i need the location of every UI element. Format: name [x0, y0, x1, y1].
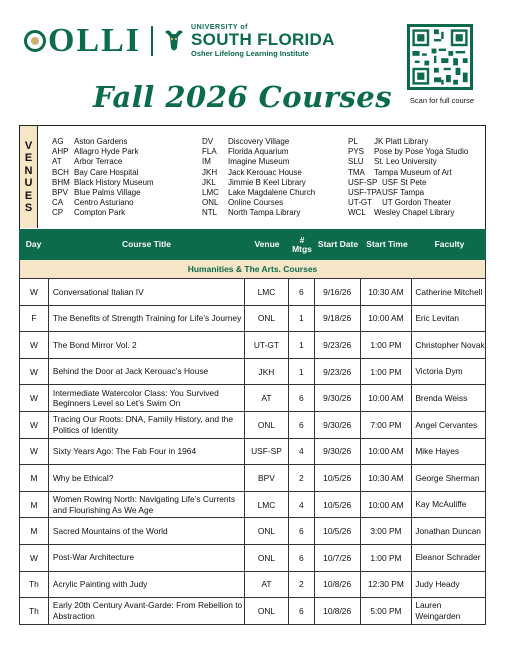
- course-title: Women Rowing North: Navigating Life’s Currents and Flourishing As We Age: [49, 492, 245, 518]
- venue-name: Aston Gardens: [74, 137, 128, 146]
- course-day: Th: [20, 598, 49, 624]
- venue-entry: [348, 137, 468, 147]
- course-faculty: Christopher Novak: [415, 339, 485, 350]
- venue-entry: [202, 157, 315, 167]
- course-faculty: Judy Heady: [415, 579, 460, 590]
- course-day: W: [20, 412, 49, 438]
- course-faculty: Catherine Mitchell: [415, 286, 483, 297]
- venues-column-1: [40, 137, 154, 219]
- venue-name: USF St Pete: [382, 177, 427, 187]
- course-meetings: 1: [289, 332, 315, 358]
- venue-code: USF-SP: [348, 177, 378, 187]
- venue-entry: [348, 208, 468, 218]
- venue-code: BCH: [52, 167, 69, 177]
- table-row: [19, 492, 486, 519]
- venues-side-letter: E: [24, 189, 33, 202]
- course-start-time: 1:00 PM: [361, 332, 413, 358]
- course-start-time: 1:00 PM: [361, 545, 413, 571]
- course-start-time: 3:00 PM: [361, 518, 413, 544]
- table-row: [19, 439, 486, 466]
- course-start-time: 10:30 AM: [361, 279, 413, 305]
- venue-name: Tampa Museum of Art: [374, 167, 452, 177]
- venue-name: St. Leo University: [374, 157, 437, 167]
- venue-name: Black History Museum: [74, 177, 154, 187]
- venue-code: ONL: [202, 198, 219, 208]
- table-row: [19, 412, 486, 439]
- course-start-date: 10/5/26: [315, 465, 361, 491]
- course-day: W: [20, 385, 49, 411]
- table-row: [19, 545, 486, 572]
- table-row: [19, 359, 486, 386]
- course-title: Behind the Door at Jack Kerouac’s House: [49, 359, 245, 385]
- course-venue: ONL: [245, 545, 289, 571]
- course-title: Post-War Architecture: [49, 545, 245, 571]
- course-meetings: 2: [289, 465, 315, 491]
- venue-code: AT: [52, 157, 62, 167]
- course-faculty: Victoria Dym: [415, 366, 463, 377]
- venue-code: PL: [348, 137, 358, 146]
- course-start-date: 9/23/26: [315, 332, 361, 358]
- course-meetings: 6: [289, 279, 315, 305]
- venue-name: Jack Kerouac House: [228, 167, 302, 177]
- venue-entry: [348, 168, 468, 178]
- venue-entry: [40, 208, 154, 218]
- venues-side-letter: U: [24, 177, 33, 189]
- venue-name: Arbor Terrace: [74, 157, 123, 167]
- venue-name: Pose by Pose Yoga Studio: [374, 147, 469, 157]
- venue-code: USF-TPA: [348, 187, 382, 197]
- course-venue: USF-SP: [245, 439, 289, 465]
- course-title: The Bond Mirror Vol. 2: [49, 332, 245, 358]
- course-day: M: [20, 465, 49, 491]
- venue-entry: [202, 168, 315, 178]
- venue-entry: [202, 198, 315, 208]
- table-row: [19, 598, 486, 625]
- course-day: M: [20, 492, 49, 518]
- olli-usf-logo: [24, 24, 335, 58]
- course-meetings: 1: [289, 306, 315, 332]
- table-row: [19, 572, 486, 599]
- venue-name: USF Tampa: [382, 187, 425, 197]
- course-title: Conversational Italian IV: [49, 279, 245, 305]
- venues-legend: [19, 125, 486, 229]
- course-start-date: 9/23/26: [315, 359, 361, 385]
- course-start-date: 10/5/26: [315, 492, 361, 518]
- venue-code: BPV: [52, 187, 69, 197]
- header-start-date: Start Date: [317, 239, 359, 249]
- usf-wordmark: [191, 24, 335, 58]
- course-meetings: 4: [289, 439, 315, 465]
- venue-name: Jimmie B Keel Library: [228, 177, 306, 187]
- venue-entry: [40, 168, 154, 178]
- venue-name: Florida Aquarium: [228, 147, 289, 157]
- course-title: The Benefits of Strength Training for Life’s Journey: [49, 306, 245, 332]
- logo-divider: [151, 26, 153, 56]
- venue-name: Wesley Chapel Library: [374, 208, 455, 218]
- venues-side-label: [20, 126, 38, 228]
- venue-name: Bay Care Hospital: [74, 167, 139, 177]
- course-venue: UT-GT: [245, 332, 289, 358]
- venue-name: JK Platt Library: [374, 137, 429, 146]
- venues-column-2: [202, 137, 315, 219]
- header-day: Day: [25, 239, 42, 249]
- venue-code: IM: [202, 157, 211, 167]
- venue-name: Lake Magdalene Church: [228, 187, 316, 197]
- course-title: Sacred Mountains of the World: [49, 518, 245, 544]
- course-day: W: [20, 359, 49, 385]
- course-start-date: 9/30/26: [315, 439, 361, 465]
- venues-column-3: [348, 137, 468, 219]
- osher-institute-label: Osher Lifelong Learning Institute: [191, 49, 309, 59]
- course-venue: LMC: [245, 492, 289, 518]
- course-venue: JKH: [245, 359, 289, 385]
- course-faculty: Eric Levitan: [415, 313, 460, 324]
- venue-entry: [202, 188, 315, 198]
- page-header: [0, 0, 509, 120]
- course-start-time: 10:00 AM: [361, 492, 413, 518]
- course-venue: ONL: [245, 598, 289, 624]
- course-meetings: 6: [289, 412, 315, 438]
- course-title: Early 20th Century Avant-Garde: From Rebellion to Abstraction: [49, 598, 245, 624]
- venue-entry: [202, 147, 315, 157]
- table-row: [19, 385, 486, 412]
- venues-side-letter: V: [24, 139, 33, 152]
- venue-code: BHM: [52, 177, 70, 187]
- course-meetings: 2: [289, 572, 315, 598]
- venue-name: Centro Asturiano: [74, 198, 134, 208]
- venue-name: UT Gordon Theater: [382, 198, 452, 208]
- venue-entry: [202, 208, 315, 218]
- course-start-time: 10:00 AM: [361, 439, 413, 465]
- venue-entry: [202, 178, 315, 188]
- course-meetings: 6: [289, 518, 315, 544]
- course-faculty: George Sherman: [415, 472, 480, 483]
- course-start-time: 5:00 PM: [361, 598, 413, 624]
- course-day: W: [20, 545, 49, 571]
- venue-code: CA: [52, 198, 64, 208]
- course-start-date: 9/30/26: [315, 385, 361, 411]
- course-start-time: 7:00 PM: [361, 412, 413, 438]
- course-meetings: 4: [289, 492, 315, 518]
- olli-wordmark: OLLI: [48, 22, 142, 59]
- section-heading: Humanities & The Arts. Courses: [19, 260, 486, 279]
- qr-caption: Scan for full course: [409, 96, 475, 105]
- course-title: Tracing Our Roots: DNA, Family History, and the Politics of Identity: [49, 412, 245, 438]
- course-faculty: Lauren Weingarden: [415, 600, 461, 621]
- qr-pattern-icon: [410, 27, 470, 87]
- course-meetings: 6: [289, 545, 315, 571]
- course-venue: BPV: [245, 465, 289, 491]
- venue-name: Allagro Hyde Park: [74, 147, 139, 157]
- header-start-time: Start Time: [366, 239, 408, 249]
- venue-code: LMC: [202, 187, 219, 197]
- venues-side-letter: E: [24, 152, 33, 164]
- venue-entry: [40, 188, 154, 198]
- venue-entry: [40, 157, 154, 167]
- course-day: Th: [20, 572, 49, 598]
- course-title: Sixty Years Ago: The Fab Four in 1964: [49, 439, 245, 465]
- course-venue: AT: [245, 385, 289, 411]
- venue-name: Discovery Village: [228, 137, 290, 146]
- venue-code: DV: [202, 137, 214, 146]
- usf-bull-icon: [163, 28, 185, 54]
- course-faculty: Kay McAuliffe: [415, 499, 467, 510]
- table-row: [19, 279, 486, 306]
- course-start-date: 9/18/26: [315, 306, 361, 332]
- venue-entry: [202, 137, 315, 147]
- course-start-date: 9/16/26: [315, 279, 361, 305]
- course-day: W: [20, 279, 49, 305]
- course-faculty: Angel Cervantes: [415, 419, 478, 430]
- course-start-time: 10:00 AM: [361, 385, 413, 411]
- course-venue: LMC: [245, 279, 289, 305]
- course-title: Intermediate Watercolor Class: You Survived Beginners Level so Let’s Swim On: [49, 385, 245, 411]
- venue-entry: [348, 188, 468, 198]
- usf-name-label: SOUTH FLORIDA: [191, 30, 335, 50]
- venue-entry: [40, 178, 154, 188]
- course-faculty: Jonathan Duncan: [415, 525, 481, 536]
- header-course-title: Course Title: [122, 239, 171, 249]
- olli-circle-icon: [24, 30, 46, 52]
- header-mtgs: # Mtgs: [292, 234, 312, 254]
- venue-entry: [348, 198, 468, 208]
- venue-entry: [40, 137, 154, 147]
- course-start-date: 10/7/26: [315, 545, 361, 571]
- course-venue: AT: [245, 572, 289, 598]
- usf-university-label: UNIVERSITY of: [191, 24, 248, 32]
- venue-name: Blue Palms Village: [74, 187, 141, 197]
- venue-code: TMA: [348, 167, 365, 177]
- venue-entry: [348, 147, 468, 157]
- course-day: W: [20, 439, 49, 465]
- venue-name: Compton Park: [74, 208, 126, 218]
- course-start-date: 10/5/26: [315, 518, 361, 544]
- venue-code: WCL: [348, 208, 366, 218]
- course-venue: ONL: [245, 518, 289, 544]
- venue-entry: [40, 147, 154, 157]
- venues-side-letter: S: [24, 202, 33, 214]
- course-table-body: [19, 279, 486, 625]
- page-title-text: Fall 2026 Courses: [92, 80, 393, 114]
- course-start-date: 9/30/26: [315, 412, 361, 438]
- venues-side-letter: N: [24, 164, 33, 177]
- venue-name: Imagine Museum: [228, 157, 290, 167]
- course-start-time: 10:30 AM: [361, 465, 413, 491]
- course-title: Why be Ethical?: [49, 465, 245, 491]
- venue-entry: [348, 157, 468, 167]
- table-row: [19, 306, 486, 333]
- venue-code: AHP: [52, 147, 69, 157]
- course-start-date: 10/8/26: [315, 598, 361, 624]
- qr-code[interactable]: [407, 24, 473, 90]
- course-start-time: 1:00 PM: [361, 359, 413, 385]
- table-row: [19, 518, 486, 545]
- course-day: F: [20, 306, 49, 332]
- venue-code: CP: [52, 208, 64, 218]
- table-header: [19, 229, 486, 260]
- venue-code: PYS: [348, 147, 365, 157]
- course-meetings: 6: [289, 598, 315, 624]
- venue-code: AG: [52, 137, 64, 146]
- course-meetings: 1: [289, 359, 315, 385]
- venue-code: FLA: [202, 147, 217, 157]
- course-start-date: 10/8/26: [315, 572, 361, 598]
- course-start-time: 10:00 AM: [361, 306, 413, 332]
- table-row: [19, 465, 486, 492]
- course-faculty: Mike Hayes: [415, 446, 460, 457]
- course-title: Acrylic Painting with Judy: [49, 572, 245, 598]
- course-start-time: 12:30 PM: [361, 572, 413, 598]
- header-faculty: Faculty: [434, 239, 465, 249]
- header-venue: Venue: [254, 239, 280, 249]
- course-venue: ONL: [245, 306, 289, 332]
- course-day: W: [20, 332, 49, 358]
- venue-code: NTL: [202, 208, 218, 218]
- course-faculty: Eleanor Schrader: [415, 552, 481, 563]
- venue-name: Online Courses: [228, 198, 284, 208]
- venue-entry: [348, 178, 468, 188]
- venue-entry: [40, 198, 154, 208]
- venue-code: UT-GT: [348, 198, 372, 208]
- course-meetings: 6: [289, 385, 315, 411]
- venue-name: North Tampa Library: [228, 208, 301, 218]
- venue-code: JKH: [202, 167, 218, 177]
- venue-code: JKL: [202, 177, 216, 187]
- course-day: M: [20, 518, 49, 544]
- course-venue: ONL: [245, 412, 289, 438]
- course-faculty: Brenda Weiss: [415, 392, 468, 403]
- venue-code: SLU: [348, 157, 364, 167]
- table-row: [19, 332, 486, 359]
